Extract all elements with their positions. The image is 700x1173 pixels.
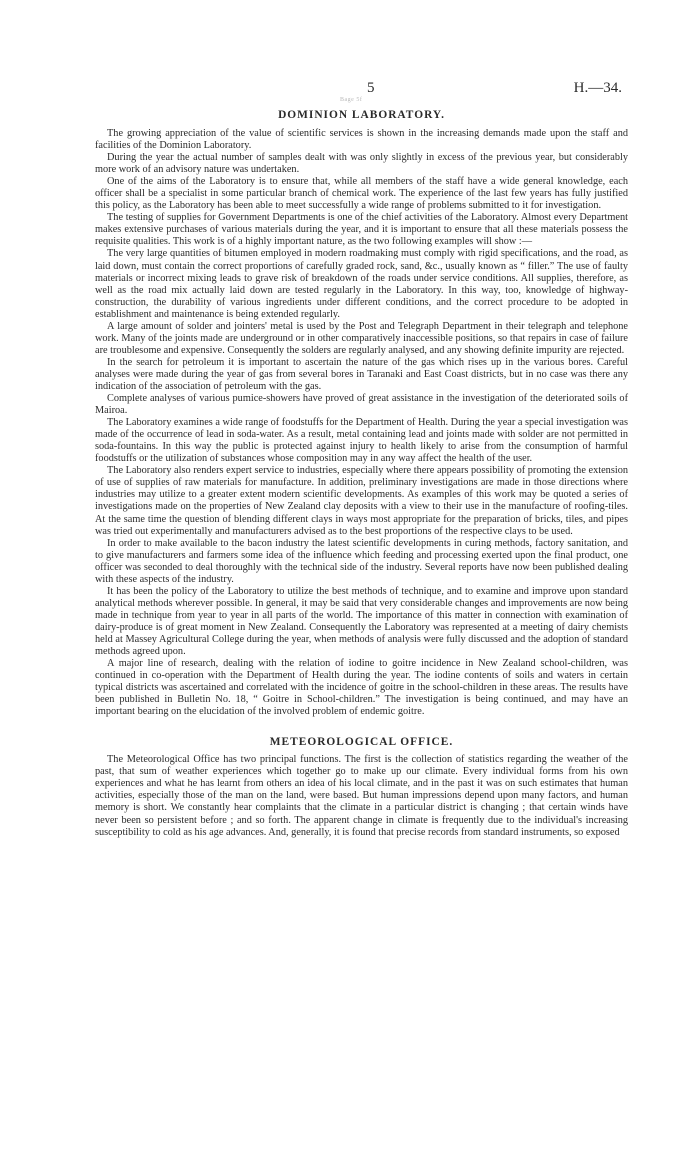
paragraph: In order to make available to the bacon industry the latest scientific developments in curing methods, factory sanitation, and to give manufacturers and farmers some idea of the influence which feeding and processing exerted upon the final product, one officer was seconded to deal thoroughly with the technical side of the industry. Several reports have now been published dealing with these aspects of the industry. [95,537,628,585]
paragraph: The growing appreciation of the value of scientific services is shown in the increasing demands made upon the staff and facilities of the Dominion Laboratory. [95,128,628,152]
paragraph: The Laboratory examines a wide range of foodstuffs for the Department of Health. During the year a special investigation was made of the occurrence of lead in soda-water. As a result, metal containing lead and joints made with solder are not permitted in soda-fountains. In this way the public is protected against injury to health likely to arise from the consumption of harmful foodstuffs or the utilization of substances whose composition may in any way affect the health of the user. [95,417,628,465]
document-reference: H.—34. [573,80,622,96]
paragraph: Complete analyses of various pumice-showers have proved of great assistance in the investigation of the deteriorated soils of Mairoa. [95,393,628,417]
paragraph: The Meteorological Office has two principal functions. The first is the collection of statistics regarding the weather of the past, that sum of weather experiences which together go to make up our climate. Every individual forms from his own experiences and what he has learnt from others an idea of his local climate, and in the past it was on such estimates that human activities, especially those of the man on the land, were based. But human impressions depend upon many factors, and human memory is short. We constantly hear complaints that the climate in a particular district is changing ; that certain winds have never been so persistent before ; and so forth. The apparent change in climate is frequently due to the individual's increasing susceptibility to cold as his age advances. And, generally, it is found that precise records from standard instruments, so exposed [95,754,628,838]
section-heading-meteorological-office: METEOROLOGICAL OFFICE. [269,736,454,749]
paragraph: The Laboratory also renders expert service to industries, especially where there appears possibility of promoting the extension of use of supplies of raw materials for manufacture. In addition, preliminary investigations are made in those directions where industries may utilize to a greater extent modern scientific developments. As examples of this work may be quoted a series of investigations made on the properties of New Zealand clay deposits with a view to their use in the manufacture of roofing-tiles. At the same time the question of blending different clays in ways most appropriate for the preparation of bricks, tiles, and pipes was tried out experimentally and manufacturers advised as to the best proportions of the respective clays to be used. [95,465,628,537]
paragraph: In the search for petroleum it is important to ascertain the nature of the gas which rises up in the various bores. Careful analyses were made during the year of gas from several bores in Taranaki and East Coast districts, but in no case was there any indication of the association of petroleum with the gas. [95,356,628,392]
paragraph: The testing of supplies for Government Departments is one of the chief activities of the Laboratory. Almost every Department makes extensive purchases of various materials during the year, and it is important to ensure that all these materials possess the requisite qualities. This work is of a highly important nature, as the two following examples will show :— [95,212,628,248]
paragraph: A major line of research, dealing with the relation of iodine to goitre incidence in New Zealand school-children, was continued in co-operation with the Department of Health during the year. The iodine contents of soils and waters in certain typical districts was ascertained and correlated with the incidence of goitre in the school-children in these areas. The results have been published in Bulletin No. 18, “ Goitre in School-children.” The investigation is being continued, and may have an important bearing on the elucidation of the involved problem of endemic goitre. [95,658,628,718]
paragraph: It has been the policy of the Laboratory to utilize the best methods of technique, and to examine and improve upon standard analytical methods wherever possible. In general, it may be said that very considerable changes and improvements are now being made in technique from year to year in all parts of the world. The importance of this matter in connection with examination of dairy-produce is of great moment in New Zealand. Consequently the Laboratory was represented at a meeting of dairy chemists held at Massey Agricultural College during the year, when methods of analysis were fully discussed and the adoption of standard methods agreed upon. [95,585,628,658]
paragraph: The very large quantities of bitumen employed in modern roadmaking must comply with rigid specifications, and the road, as laid down, must contain the correct proportions of carefully graded rock, sand, &c., usually known as “ filler.” The use of faulty materials or incorrect mixing leads to grave risk of breakdown of the roads under service conditions. All supplies, therefore, as well as the road mix actually laid down are tested regularly in the Laboratory. In this way, too, knowledge of highway-construction, the durability of various ingredients under different conditions, and the correct procedure to be adopted in establishment and maintenance is being extended regularly. [95,248,628,320]
paragraph: A large amount of solder and jointers' metal is used by the Post and Telegraph Department in their telegraph and telephone work. Many of the joints made are underground or in other comparatively inaccessible positions, so that repairs in case of failure are troublesome and expensive. Consequently the solders are regularly analysed, and any showing definite impurity are rejected. [95,320,628,356]
faint-stamp: Bage 5f [340,97,363,103]
paragraph: One of the aims of the Laboratory is to ensure that, while all members of the staff have a wide general knowledge, each officer shall be a specialist in some particular branch of chemical work. The experience of the last few years has fully justified this policy, as the Laboratory has been able to meet successfully a wide range of problems submitted to it for investigation. [95,176,628,212]
page-number: 5 [367,80,375,96]
section-heading-dominion-laboratory: DOMINION LABORATORY. [278,109,445,121]
paragraph: During the year the actual number of samples dealt with was only slightly in excess of the previous year, but considerably more work of an advisory nature was undertaken. [95,152,628,176]
